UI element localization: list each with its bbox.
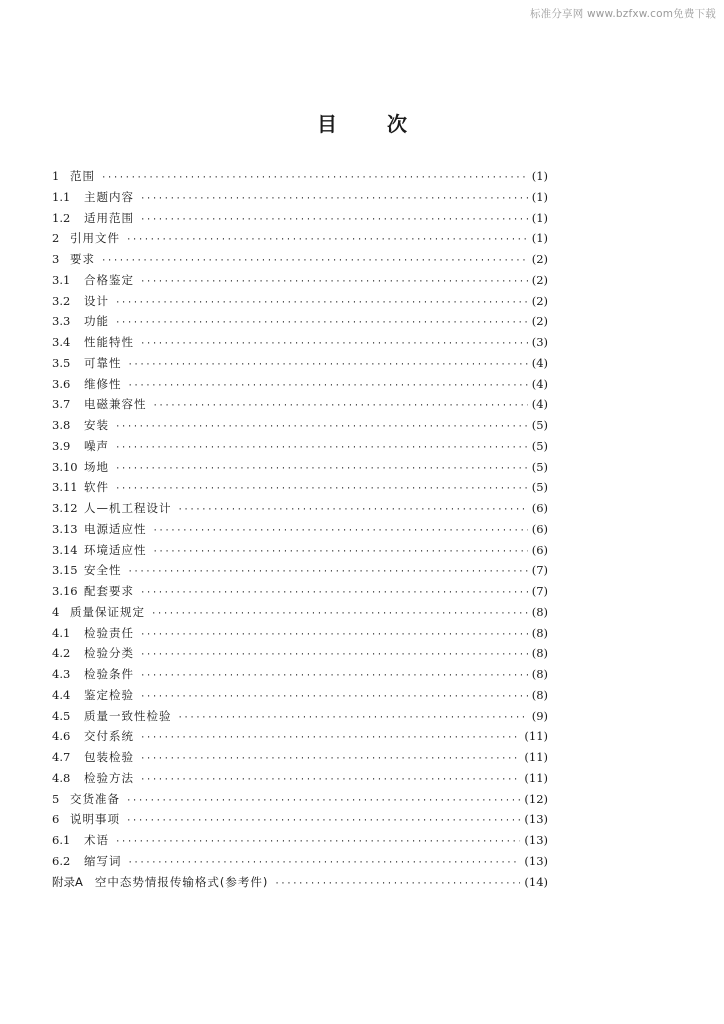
toc-entry-label: 可靠性 — [84, 355, 122, 370]
toc-entry-page: (2) — [531, 252, 548, 266]
dot-leader — [153, 542, 528, 563]
dot-leader — [140, 583, 528, 604]
dot-leader — [115, 832, 520, 853]
toc-entry-page: (11) — [524, 729, 548, 744]
toc-entry-label: 电磁兼容性 — [84, 397, 147, 412]
dot-leader — [128, 376, 528, 397]
dot-leader — [140, 749, 520, 770]
toc-entry-number: 3.16 — [52, 584, 78, 598]
toc-entry — [52, 643, 548, 664]
toc-entry — [52, 374, 548, 395]
toc-entry — [52, 394, 548, 415]
toc-entry — [52, 353, 548, 374]
toc-entry-page: (5) — [531, 480, 548, 495]
toc-entry-page: (5) — [531, 459, 548, 474]
toc-entry-page: (9) — [531, 708, 548, 723]
toc-entry-page: (4) — [531, 355, 548, 370]
dot-leader — [115, 313, 528, 334]
toc-entry-number: 4.7 — [52, 750, 71, 764]
toc-entry — [52, 208, 548, 229]
toc-entry — [52, 581, 548, 602]
toc-entry — [52, 270, 548, 291]
toc-entry — [52, 726, 548, 747]
toc-entry-page: (11) — [524, 770, 548, 785]
toc-entry-page: (12) — [524, 791, 548, 806]
toc-entry-number: 1 — [52, 169, 60, 183]
toc-entry-number: 3 — [52, 252, 60, 266]
toc-entry-label: 安装 — [84, 418, 109, 432]
toc-entry-page: (2) — [531, 293, 548, 308]
toc-entry-page: (8) — [531, 625, 548, 640]
dot-leader — [140, 728, 520, 749]
toc-entry-page: (6) — [531, 501, 548, 515]
toc-entry-number: 3.3 — [52, 314, 71, 329]
toc-entry-number: 5 — [52, 791, 60, 806]
toc-entry — [52, 498, 548, 519]
toc-entry-number: 1.2 — [52, 210, 71, 225]
toc-entry-page: (13) — [524, 833, 548, 847]
toc-entry-page: (6) — [531, 521, 548, 536]
toc-entry-label: 电源适应性 — [84, 521, 147, 536]
toc-entry-page: (13) — [524, 812, 548, 827]
toc-entry-number: 4 — [52, 604, 60, 619]
toc-entry-number: 3.9 — [52, 438, 71, 453]
toc-entry — [52, 477, 548, 498]
toc-entry-label: 噪声 — [84, 438, 109, 453]
toc-entry-number: 4.3 — [52, 667, 71, 681]
dot-leader — [101, 251, 528, 272]
dot-leader — [115, 417, 528, 438]
toc-entry — [52, 311, 548, 332]
toc-entry — [52, 623, 548, 644]
dot-leader — [126, 230, 528, 251]
toc-entry-label: 适用范围 — [84, 210, 134, 225]
toc-entry-page: (13) — [524, 853, 548, 868]
toc-entry-page: (7) — [531, 563, 548, 578]
dot-leader — [128, 853, 521, 874]
dot-leader — [178, 708, 528, 729]
toc-entry-number: 4.1 — [52, 625, 71, 640]
dot-leader — [178, 500, 528, 521]
toc-entry-page: (8) — [531, 604, 548, 619]
toc-entry-page: (2) — [531, 314, 548, 329]
dot-leader — [153, 396, 528, 417]
toc-entry — [52, 809, 548, 830]
title-char-1: 目 — [317, 112, 337, 136]
toc-entry-label: 软件 — [84, 480, 109, 495]
toc-entry-number: 4.8 — [52, 770, 71, 785]
page-title — [0, 108, 724, 137]
watermark: 标准分享网 www.bzfxw.com免费下载 — [529, 8, 716, 20]
dot-leader — [115, 293, 528, 314]
toc-entry-page: (5) — [531, 418, 548, 432]
toc-entry-label: 缩写词 — [84, 853, 122, 868]
toc-entry-label: 场地 — [84, 459, 109, 474]
toc-entry — [52, 457, 548, 478]
dot-leader — [128, 355, 528, 376]
dot-leader — [128, 562, 528, 583]
toc-entry — [52, 830, 548, 851]
toc-entry — [52, 664, 548, 685]
toc-entry — [52, 332, 548, 353]
dot-leader — [140, 770, 520, 791]
toc-entry-page: (1) — [531, 210, 548, 225]
toc-entry-label: 术语 — [84, 833, 109, 847]
dot-leader — [140, 334, 528, 355]
toc-entry-label: 维修性 — [84, 376, 122, 391]
toc-entry-label: 包装检验 — [84, 750, 134, 764]
toc-entry-label: 检验条件 — [84, 667, 134, 681]
dot-leader — [140, 625, 528, 646]
toc-entry-page: (11) — [524, 750, 548, 764]
toc-entry-label: 质量一致性检验 — [84, 708, 172, 723]
toc-entry-label: 配套要求 — [84, 584, 134, 598]
toc-entry-page: (6) — [531, 542, 548, 557]
dot-leader — [153, 521, 528, 542]
toc-entry — [52, 789, 548, 810]
toc-entry — [52, 747, 548, 768]
toc-entry-page: (8) — [531, 646, 548, 661]
toc-entry-page: (8) — [531, 687, 548, 702]
toc-entry-number: 3.4 — [52, 335, 71, 349]
dot-leader — [151, 604, 528, 625]
toc-entry-number: 3.12 — [52, 501, 78, 515]
toc-entry-label: 性能特性 — [84, 335, 134, 349]
dot-leader — [115, 479, 528, 500]
toc-entry — [52, 291, 548, 312]
toc-entry-label: 引用文件 — [70, 231, 120, 246]
toc-entry-page: (1) — [531, 169, 548, 183]
toc-entry-label: 检验责任 — [84, 625, 134, 640]
toc-entry-page: (14) — [524, 874, 548, 889]
dot-leader — [140, 666, 528, 687]
toc-entry — [52, 685, 548, 706]
dot-leader — [140, 210, 528, 231]
toc-entry — [52, 249, 548, 270]
toc-entry-label: 合格鉴定 — [84, 272, 134, 287]
dot-leader — [140, 272, 528, 293]
dot-leader — [115, 459, 528, 480]
toc-entry — [52, 187, 548, 208]
toc-entry-label: 交付系统 — [84, 729, 134, 744]
dot-leader — [274, 874, 520, 895]
toc-entry-label: 鉴定检验 — [84, 687, 134, 702]
toc-entry-number: 2 — [52, 231, 60, 246]
toc-entry-number: 3.10 — [52, 459, 78, 474]
toc-entry-page: (7) — [531, 584, 548, 598]
toc-entry-number: 3.15 — [52, 563, 78, 578]
toc-entry-label: 检验分类 — [84, 646, 134, 661]
toc-entry — [52, 436, 548, 457]
toc-entry-page: (4) — [531, 397, 548, 412]
toc-entry-number: 4.5 — [52, 708, 71, 723]
toc-entry-number: 3.11 — [52, 480, 78, 495]
toc-entry-label: 质量保证规定 — [70, 604, 145, 619]
toc-entry — [52, 540, 548, 561]
toc-entry-label: 人—机工程设计 — [84, 501, 172, 515]
toc-entry-page: (4) — [531, 376, 548, 391]
toc-entry-number: 1.1 — [52, 189, 71, 204]
toc-entry-label: 主题内容 — [84, 189, 134, 204]
toc-entry-number: 3.1 — [52, 272, 71, 287]
dot-leader — [140, 189, 528, 210]
toc-entry-label: 范围 — [70, 169, 95, 183]
toc-entry-page: (2) — [531, 272, 548, 287]
title-char-2: 次 — [387, 112, 407, 136]
toc-entry-label: 检验方法 — [84, 770, 134, 785]
dot-leader — [140, 645, 528, 666]
toc-entry-label: 要求 — [70, 252, 95, 266]
toc-entry-label: 环境适应性 — [84, 542, 147, 557]
toc-entry-number: 6.1 — [52, 833, 71, 847]
toc-entry-page: (8) — [531, 667, 548, 681]
toc-entry-page: (1) — [531, 189, 548, 204]
toc-entry — [52, 560, 548, 581]
toc-entry-page: (3) — [531, 335, 548, 349]
toc-entry-number: 3.8 — [52, 418, 71, 432]
toc-entry-number: 4.2 — [52, 646, 71, 661]
toc-entry — [52, 602, 548, 623]
toc-entry — [52, 228, 548, 249]
toc-entry-number: 附录A — [52, 874, 83, 889]
toc-entry-number: 3.13 — [52, 521, 78, 536]
dot-leader — [101, 168, 528, 189]
toc-entry-number: 3.6 — [52, 376, 71, 391]
table-of-contents — [52, 166, 548, 892]
toc-entry — [52, 706, 548, 727]
toc-entry-number: 3.5 — [52, 355, 71, 370]
toc-entry-label: 设计 — [84, 293, 109, 308]
toc-entry-page: (5) — [531, 438, 548, 453]
dot-leader — [115, 438, 528, 459]
toc-entry-number: 4.4 — [52, 687, 71, 702]
toc-entry — [52, 166, 548, 187]
toc-entry-label: 说明事项 — [70, 812, 120, 827]
toc-entry — [52, 415, 548, 436]
toc-entry — [52, 851, 548, 872]
toc-entry-number: 6 — [52, 812, 60, 827]
toc-entry-number: 3.14 — [52, 542, 78, 557]
toc-entry-label: 安全性 — [84, 563, 122, 578]
toc-entry-number: 4.6 — [52, 729, 71, 744]
toc-entry — [52, 872, 548, 893]
dot-leader — [126, 791, 520, 812]
toc-entry-page: (1) — [531, 231, 548, 246]
dot-leader — [140, 687, 528, 708]
toc-entry-label: 功能 — [84, 314, 109, 329]
toc-entry-number: 3.7 — [52, 397, 71, 412]
toc-entry-number: 3.2 — [52, 293, 71, 308]
toc-entry-label: 交货准备 — [70, 791, 120, 806]
toc-entry-number: 6.2 — [52, 853, 71, 868]
toc-entry — [52, 519, 548, 540]
toc-entry — [52, 768, 548, 789]
toc-entry-label: 空中态势情报传输格式(参考件) — [94, 874, 269, 889]
dot-leader — [126, 811, 520, 832]
